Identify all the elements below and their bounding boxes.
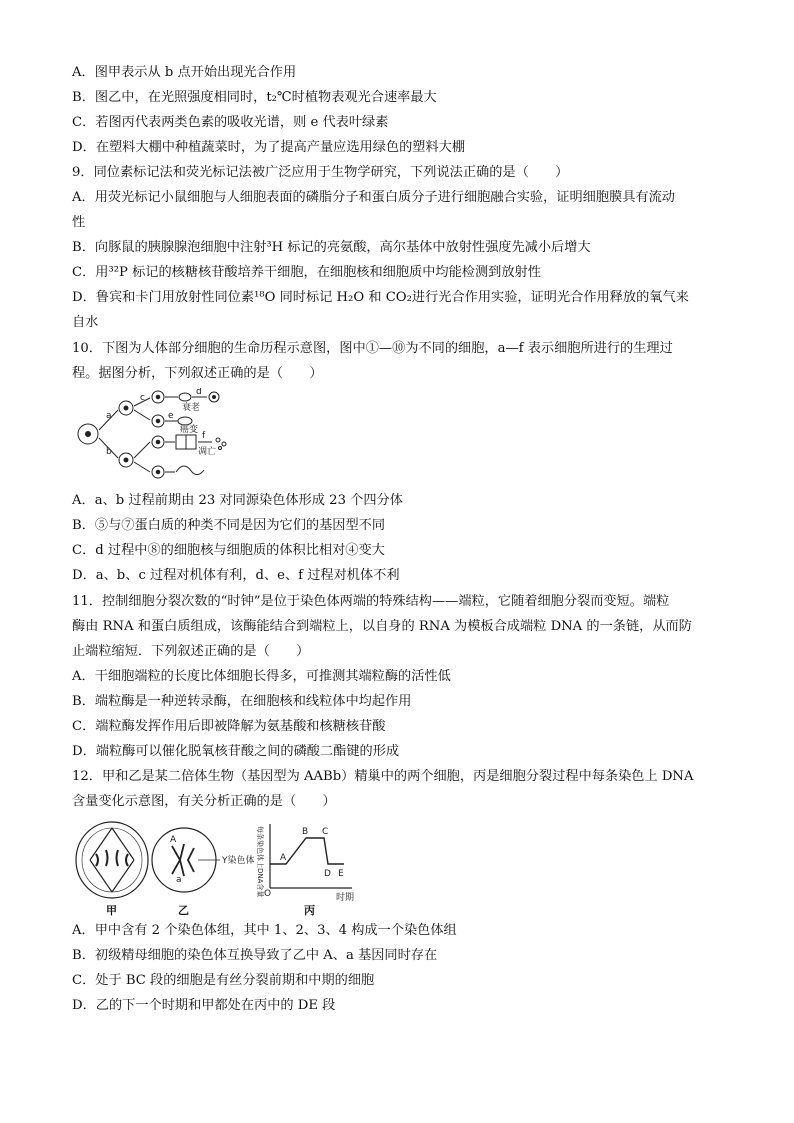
graph-xlabel: 时期	[336, 893, 355, 903]
graph-origin: O	[264, 889, 272, 899]
label-apoptosis: 凋亡	[198, 447, 217, 457]
question-11-stem: 11．控制细胞分裂次数的“时钟”是位于染色体两端的特殊结构——端粒，它随着细胞分裂而变短。端粒	[72, 594, 670, 609]
point-B: B	[302, 827, 309, 837]
option-9a: A．用荧光标记小鼠细胞与人细胞表面的磷脂分子和蛋白质分子进行细胞融合实验，证明细胞膜具有流动	[72, 190, 675, 205]
svg-text:A: A	[170, 835, 177, 845]
option-8b: B．图乙中，在光照强度相同时，t₂℃时植物表观光合速率最大	[72, 90, 437, 105]
panel-label-bing: 丙	[304, 904, 315, 917]
question-11-stem-cont2: 止端粒缩短．下列叙述正确的是（ ）	[72, 644, 310, 659]
question-9-stem: 9．同位素标记法和荧光标记法被广泛应用于生物学研究，下列说法正确的是（ ）	[72, 165, 569, 180]
letter-b: b	[106, 447, 112, 457]
letter-c: c	[140, 393, 145, 403]
question-11-stem-cont1: 酶由 RNA 和蛋白质组成，该酶能结合到端粒上，以自身的 RNA 为模板合成端粒 DNA 的一条链，从而防	[72, 619, 692, 634]
panel-label-jia: 甲	[106, 904, 117, 917]
option-8c: C．若图丙代表两类色素的吸收光谱，则 e 代表叶绿素	[72, 115, 389, 130]
letter-e: e	[168, 411, 174, 421]
option-8d: D．在塑料大棚中种植蔬菜时，为了提高产量应选用绿色的塑料大棚	[72, 140, 466, 155]
option-12a: A．甲中含有 2 个染色体组，其中 1、2、3、4 构成一个染色体组	[72, 923, 457, 938]
option-12d: D．乙的下一个时期和甲都处在丙中的 DE 段	[72, 998, 336, 1013]
option-10a: A．a、b 过程前期由 23 对同源染色体形成 23 个四分体	[72, 493, 403, 508]
option-10b: B．⑤与⑦蛋白质的种类不同是因为它们的基因型不同	[72, 518, 386, 533]
option-10d: D．a、b、c 过程对机体有利，d、e、f 过程对机体不利	[72, 568, 400, 583]
question-12-stem-cont: 含量变化示意图，有关分析正确的是（ ）	[72, 794, 336, 809]
point-D: D	[324, 869, 331, 879]
option-12c: C．处于 BC 段的细胞是有丝分裂前期和中期的细胞	[72, 973, 375, 988]
point-A: A	[280, 853, 287, 863]
option-9d-cont: 自水	[72, 315, 99, 330]
letter-f: f	[202, 431, 206, 441]
question-10-stem-cont: 程。据图分析，下列叙述正确的是（ ）	[72, 366, 323, 381]
option-10c: C．d 过程中⑧的细胞核与细胞质的体积比相对④变大	[72, 543, 385, 558]
option-12b: B．初级精母细胞的染色体互换导致了乙中 A、a 基因同时存在	[72, 948, 438, 963]
graph-ylabel: 每条染色体上DNA含量	[256, 826, 264, 898]
option-11a: A．干细胞端粒的长度比体细胞长得多，可推测其端粒酶的活性低	[72, 669, 451, 684]
option-11b: B．端粒酶是一种逆转录酶，在细胞核和线粒体中均起作用	[72, 694, 412, 709]
y-chromosome-label: Y染色体	[222, 856, 255, 866]
figure-cell-life-history	[72, 388, 242, 480]
figure-meiosis-cells	[72, 818, 362, 918]
option-9b: B．向豚鼠的胰腺腺泡细胞中注射³H 标记的亮氨酸，高尔基体中放射性强度先减小后增大	[72, 240, 591, 255]
option-9a-cont: 性	[72, 215, 86, 230]
question-10-stem: 10．下图为人体部分细胞的生命历程示意图，图中①—⑩为不同的细胞，a—f 表示细胞所进行的生理过	[72, 341, 673, 356]
label-senescence: 衰老	[182, 403, 201, 413]
point-C: C	[322, 827, 329, 837]
option-11c: C．端粒酶发挥作用后即被降解为氨基酸和核糖核苷酸	[72, 719, 386, 734]
point-E: E	[338, 869, 344, 879]
letter-d: d	[196, 388, 202, 397]
svg-text:a: a	[176, 875, 182, 885]
label-cancer: 癌变	[180, 425, 199, 435]
option-9c: C．用³²P 标记的核糖核苷酸培养干细胞，在细胞核和细胞质中均能检测到放射性	[72, 265, 541, 280]
question-12-stem: 12．甲和乙是某二倍体生物（基因型为 AABb）精巢中的两个细胞，丙是细胞分裂过程中每条染色上 DNA	[72, 769, 694, 784]
panel-label-yi: 乙	[178, 904, 189, 917]
option-8a: A．图甲表示从 b 点开始出现光合作用	[72, 65, 297, 80]
option-11d: D．端粒酶可以催化脱氧核苷酸之间的磷酸二酯键的形成	[72, 744, 400, 759]
letter-a: a	[106, 411, 112, 421]
option-9d: D．鲁宾和卡门用放射性同位素¹⁸O 同时标记 H₂O 和 CO₂进行光合作用实验，证明光合作用释放的氧气来	[72, 290, 689, 305]
